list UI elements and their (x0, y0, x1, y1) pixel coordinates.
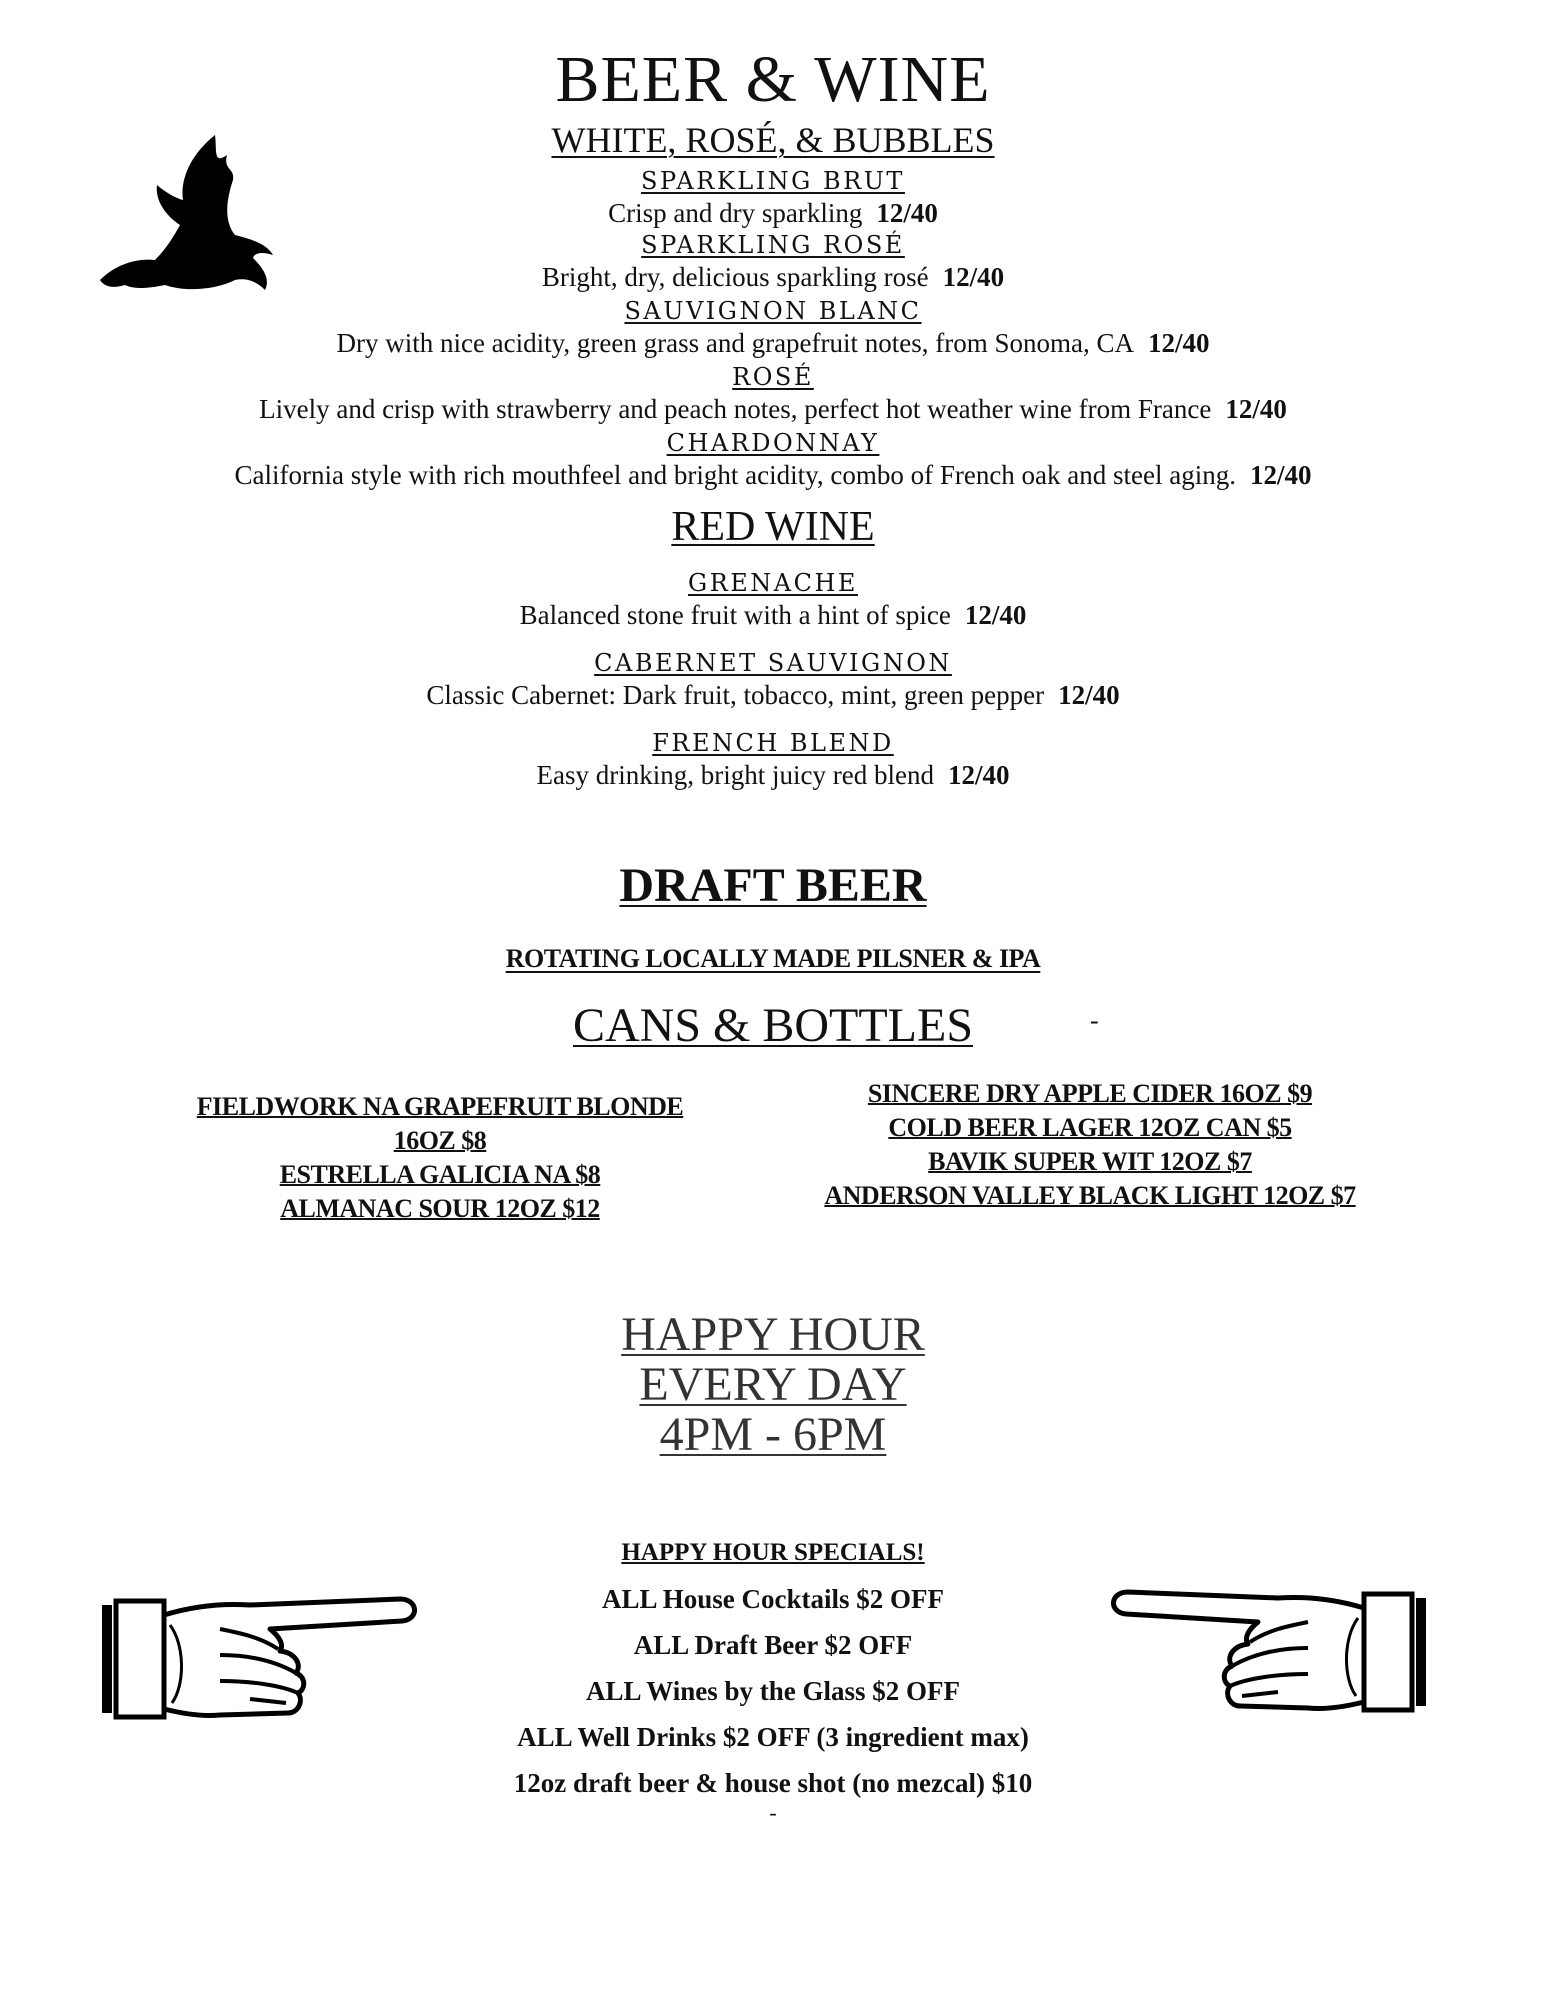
wine-item (0, 230, 1546, 294)
wine-description: Lively and crisp with strawberry and peach notes, perfect hot weather wine from France 12/40 (259, 394, 1287, 424)
wine-price: 12/40 (1225, 394, 1287, 424)
happy-hour-block (0, 1310, 1546, 1460)
cans-section-heading: CANS & BOTTLES (572, 999, 974, 1052)
list-item: COLD BEER LAGER 12OZ CAN $5 (888, 1113, 1292, 1142)
list-item: ANDERSON VALLEY BLACK LIGHT 12OZ $7 (824, 1181, 1356, 1210)
wine-item (0, 166, 1546, 230)
draft-subheading: ROTATING LOCALLY MADE PILSNER & IPA (505, 944, 1041, 973)
wine-price: 12/40 (1058, 680, 1120, 710)
pointing-hand-left-icon (1108, 1578, 1428, 1728)
page-title: BEER & WINE (555, 43, 991, 116)
pointing-hand-right-icon (100, 1585, 420, 1735)
wine-name: SPARKLING BRUT (641, 167, 905, 195)
list-item: BAVIK SUPER WIT 12OZ $7 (928, 1147, 1252, 1176)
list-item: ALMANAC SOUR 12OZ $12 (280, 1194, 600, 1223)
happy-hour-line: HAPPY HOUR (621, 1308, 925, 1361)
wine-name: GRENACHE (688, 569, 858, 597)
wine-description: Bright, dry, delicious sparkling rosé 12/40 (541, 262, 1005, 292)
specials-item: ALL Draft Beer $2 OFF (633, 1630, 913, 1660)
wine-name: FRENCH BLEND (652, 729, 894, 757)
draft-section-heading: DRAFT BEER (619, 859, 927, 912)
wine-name: ROSÉ (732, 363, 814, 391)
cans-list-right (780, 1077, 1400, 1213)
specials-item: ALL Wines by the Glass $2 OFF (585, 1676, 961, 1706)
trailing-mark: - (769, 1800, 777, 1825)
wine-price: 12/40 (1249, 460, 1312, 490)
wine-price: 12/40 (964, 600, 1027, 630)
happy-hour-line: EVERY DAY (639, 1358, 907, 1411)
wine-description: California style with rich mouthfeel and bright acidity, combo of French oak and steel aging. 12/40 (234, 460, 1312, 490)
wine-item (0, 428, 1546, 492)
wine-description: Crisp and dry sparkling 12/40 (608, 198, 938, 228)
happy-hour-line: 4PM - 6PM (659, 1408, 887, 1461)
wine-name: SAUVIGNON BLANC (624, 297, 922, 325)
wine-item (0, 568, 1546, 632)
wine-price: 12/40 (942, 262, 1005, 292)
cans-list-left (160, 1090, 720, 1226)
list-item: ESTRELLA GALICIA NA $8 (279, 1160, 601, 1189)
wine-price: 12/40 (1148, 328, 1210, 358)
red-section-heading: RED WINE (671, 504, 875, 550)
wine-description: Dry with nice acidity, green grass and grapefruit notes, from Sonoma, CA 12/40 (336, 328, 1210, 358)
list-item: 16OZ $8 (393, 1126, 487, 1155)
wine-description: Balanced stone fruit with a hint of spice 12/40 (519, 600, 1027, 630)
wine-item (0, 648, 1546, 712)
specials-heading: HAPPY HOUR SPECIALS! (621, 1539, 925, 1566)
wine-name: CHARDONNAY (666, 429, 880, 457)
list-item: FIELDWORK NA GRAPEFRUIT BLONDE (196, 1092, 684, 1121)
wine-price: 12/40 (876, 198, 938, 228)
wine-item (0, 728, 1546, 792)
wine-name: CABERNET SAUVIGNON (594, 649, 952, 677)
wine-description: Classic Cabernet: Dark fruit, tobacco, mint, green pepper 12/40 (426, 680, 1120, 710)
stray-mark: - (1090, 1006, 1099, 1035)
specials-item: ALL House Cocktails $2 OFF (601, 1584, 945, 1614)
wine-item (0, 296, 1546, 360)
specials-item: 12oz draft beer & house shot (no mezcal) $10 (513, 1768, 1033, 1798)
wine-name: SPARKLING ROSÉ (641, 231, 905, 259)
wine-item (0, 362, 1546, 426)
list-item: SINCERE DRY APPLE CIDER 16OZ $9 (867, 1079, 1313, 1108)
white-section-heading: WHITE, ROSÉ, & BUBBLES (551, 120, 995, 160)
wine-description: Easy drinking, bright juicy red blend 12/40 (536, 760, 1010, 790)
wine-price: 12/40 (947, 760, 1010, 790)
specials-item: ALL Well Drinks $2 OFF (3 ingredient max) (517, 1722, 1029, 1752)
